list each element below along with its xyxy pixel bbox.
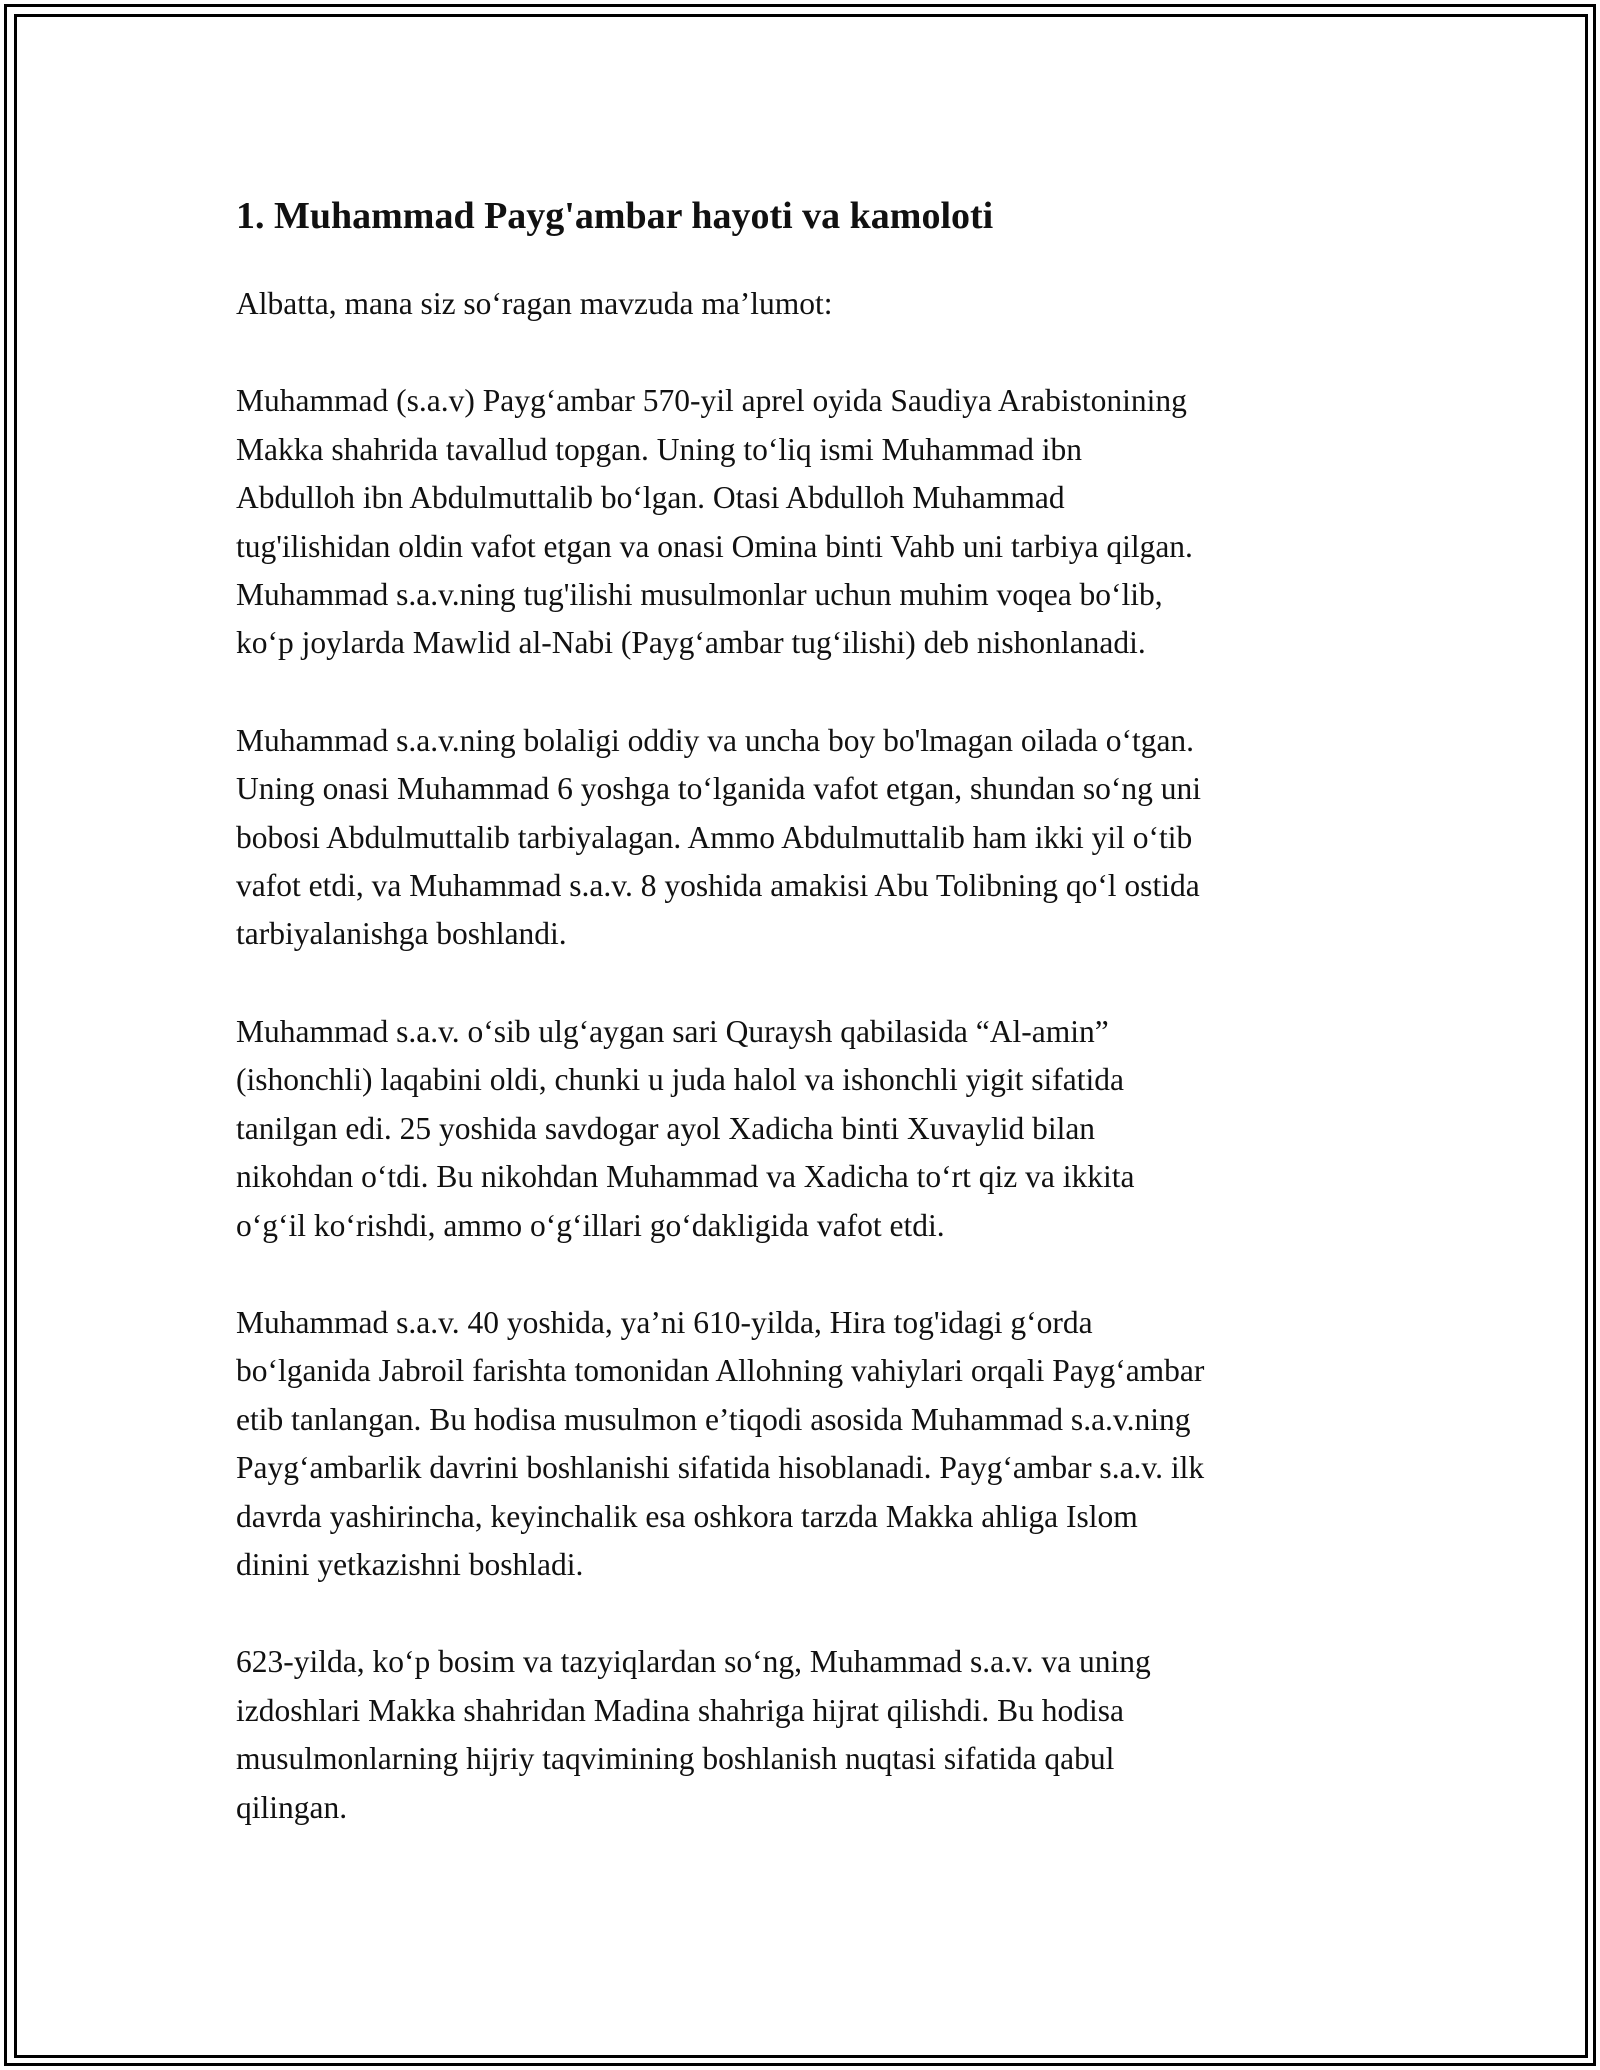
paragraph-line: Albatta, mana siz so‘ragan mavzuda ma’lumot:: [236, 286, 833, 321]
paragraph-line: tug'ilishidan oldin vafot etgan va onasi Omina binti Vahb uni tarbiya qilgan.: [236, 528, 1193, 564]
paragraph-line: Makka shahrida tavallud topgan. Uning to‘liq ismi Muhammad ibn: [236, 431, 1082, 467]
section-heading: 1. Muhammad Payg'ambar hayoti va kamoloti: [236, 195, 994, 237]
paragraph-list: [236, 280, 1386, 1832]
document-body: [236, 183, 1386, 1881]
paragraph-line: o‘g‘il ko‘rishdi, ammo o‘g‘illari go‘dakligida vafot etdi.: [236, 1207, 945, 1243]
paragraph-line: Uning onasi Muhammad 6 yoshga to‘lganida vafot etgan, shundan so‘ng uni: [236, 771, 1201, 807]
paragraph-line: Payg‘ambarlik davrini boshlanishi sifatida hisoblanadi. Payg‘ambar s.a.v. ilk: [236, 1450, 1205, 1486]
paragraph: [236, 1638, 1386, 1832]
paragraph: [236, 1299, 1386, 1589]
paragraph-line: tarbiyalanishga boshlandi.: [236, 916, 567, 952]
paragraph-line: Abdulloh ibn Abdulmuttalib bo‘lgan. Otasi Abdulloh Muhammad: [236, 480, 1065, 516]
paragraph: [236, 717, 1386, 959]
paragraph-line: musulmonlarning hijriy taqvimining boshlanish nuqtasi sifatida qabul: [236, 1741, 1115, 1777]
paragraph-line: izdoshlari Makka shahridan Madina shahriga hijrat qilishdi. Bu hodisa: [236, 1692, 1124, 1728]
paragraph-line: etib tanlangan. Bu hodisa musulmon e’tiqodi asosida Muhammad s.a.v.ning: [236, 1401, 1191, 1437]
paragraph-line: vafot etdi, va Muhammad s.a.v. 8 yoshida amakisi Abu Tolibning qo‘l ostida: [236, 868, 1200, 904]
paragraph-line: dinini yetkazishni boshladi.: [236, 1546, 584, 1582]
paragraph-line: davrda yashirincha, keyinchalik esa oshkora tarzda Makka ahliga Islom: [236, 1498, 1138, 1534]
paragraph: [236, 1008, 1386, 1250]
paragraph-line: tanilgan edi. 25 yoshida savdogar ayol Xadicha binti Xuvaylid bilan: [236, 1110, 1096, 1146]
paragraph-line: qilingan.: [236, 1789, 348, 1825]
paragraph-line: (ishonchli) laqabini oldi, chunki u juda halol va ishonchli yigit sifatida: [236, 1062, 1124, 1098]
paragraph-line: Muhammad (s.a.v) Payg‘ambar 570-yil aprel oyida Saudiya Arabistonining: [236, 383, 1187, 419]
paragraph-line: Muhammad s.a.v. o‘sib ulg‘aygan sari Quraysh qabilasida “Al-amin”: [236, 1013, 1109, 1049]
paragraph-line: bobosi Abdulmuttalib tarbiyalagan. Ammo Abdulmuttalib ham ikki yil o‘tib: [236, 819, 1193, 855]
paragraph-line: Muhammad s.a.v.ning tug'ilishi musulmonlar uchun muhim voqea bo‘lib,: [236, 577, 1163, 613]
paragraph-line: Muhammad s.a.v. 40 yoshida, ya’ni 610-yilda, Hira tog'idagi g‘orda: [236, 1304, 1093, 1340]
paragraph-line: bo‘lganida Jabroil farishta tomonidan Allohning vahiylari orqali Payg‘ambar: [236, 1353, 1205, 1389]
paragraph: [236, 377, 1386, 667]
paragraph-line: ko‘p joylarda Mawlid al-Nabi (Payg‘ambar tug‘ilishi) deb nishonlanadi.: [236, 625, 1146, 661]
paragraph-line: nikohdan o‘tdi. Bu nikohdan Muhammad va Xadicha to‘rt qiz va ikkita: [236, 1159, 1135, 1195]
paragraph-line: 623-yilda, ko‘p bosim va tazyiqlardan so‘ng, Muhammad s.a.v. va uning: [236, 1644, 1151, 1680]
paragraph-line: Muhammad s.a.v.ning bolaligi oddiy va uncha boy bo'lmagan oilada o‘tgan.: [236, 722, 1195, 758]
paragraph: [236, 280, 1386, 328]
